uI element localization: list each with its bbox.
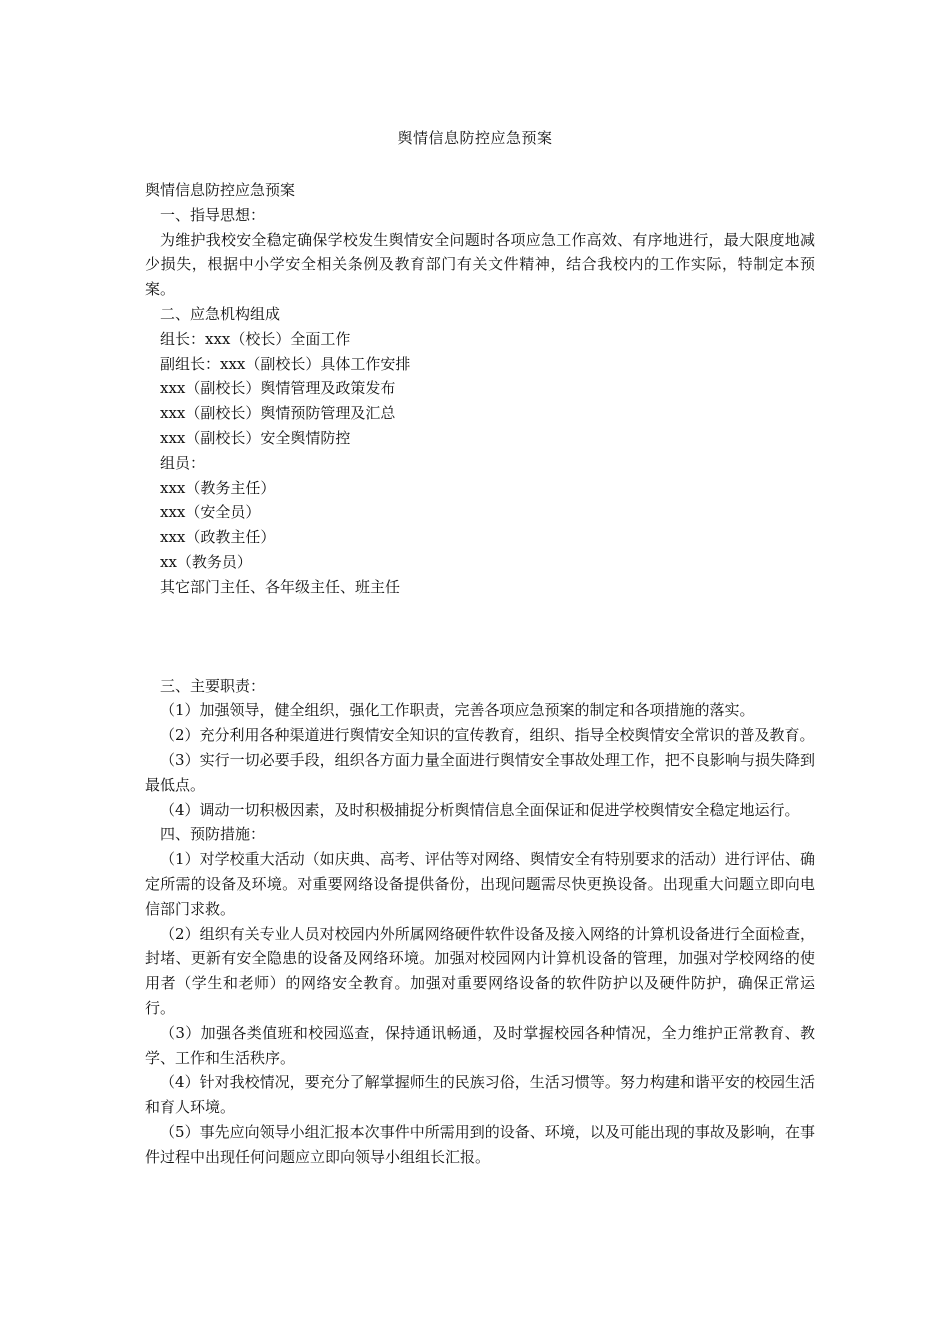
duty-item: （4）调动一切积极因素，及时积极捕捉分析舆情信息全面保证和促进学校舆情安全稳定地运行。 — [160, 800, 800, 819]
section-paragraph-guiding-ideology: 为维护我校安全稳定确保学校发生舆情安全问题时各项应急工作高效、有序地进行，最大限度地减少损失，根据中小学安全相关条例及教育部门有关文件精神，结合我校内的工作实际，特制定本预案。 — [145, 230, 815, 299]
duty-item: （1）加强领导，健全组织，强化工作职责，完善各项应急预案的制定和各项措施的落实。 — [160, 701, 755, 720]
section-heading-prevention: 四、预防措施： — [160, 825, 266, 844]
section-heading-organization: 二、应急机构组成 — [160, 304, 281, 323]
duty-item: （2）充分利用各种渠道进行舆情安全知识的宣传教育，组织、指导全校舆情安全常识的普及教育。 — [160, 726, 815, 745]
member-line: 副组长：xxx（副校长）具体工作安排 — [160, 354, 411, 373]
member-line: xx（教务员） — [160, 552, 252, 571]
section-heading-guiding-ideology: 一、指导思想： — [160, 205, 266, 224]
member-line: 组员： — [160, 453, 206, 472]
member-line: xxx（教务主任） — [160, 478, 276, 497]
prevention-item: （3）加强各类值班和校园巡查，保持通讯畅通，及时掌握校园各种情况，全力维护正常教育、教学、工作和生活秩序。 — [145, 1023, 815, 1067]
member-line: xxx（副校长）安全舆情防控 — [160, 428, 351, 447]
member-line: xxx（副校长）舆情管理及政策发布 — [160, 379, 396, 398]
member-line: 其它部门主任、各年级主任、班主任 — [160, 577, 401, 596]
document-body — [145, 178, 815, 1169]
member-line: xxx（副校长）舆情预防管理及汇总 — [160, 404, 396, 423]
duty-item: （3）实行一切必要手段，组织各方面力量全面进行舆情安全事故处理工作，把不良影响与损失降到最低点。 — [145, 750, 815, 794]
document-subtitle: 舆情信息防控应急预案 — [145, 181, 296, 199]
prevention-item: （4）针对我校情况，要充分了解掌握师生的民族习俗，生活习惯等。努力构建和谐平安的校园生活和育人环境。 — [145, 1073, 815, 1117]
member-line: 组长：xxx（校长）全面工作 — [160, 329, 351, 348]
section-heading-duties: 三、主要职责： — [160, 676, 266, 695]
member-line: xxx（政教主任） — [160, 528, 276, 547]
prevention-item: （2）组织有关专业人员对校园内外所属网络硬件软件设备及接入网络的计算机设备进行全面检查，封堵、更新有安全隐患的设备及网络环境。加强对校园网内计算机设备的管理，加强对学校网络的使用者（学生和老师）的网络安全教育。加强对重要网络设备的软件防护以及硬件防护，确保正常运行。 — [145, 924, 815, 1017]
document-title: 舆情信息防控应急预案 — [397, 129, 553, 147]
member-line: xxx（安全员） — [160, 503, 261, 522]
prevention-item: （5）事先应向领导小组汇报本次事件中所需用到的设备、环境，以及可能出现的事故及影响，在事件过程中出现任何问题应立即向领导小组组长汇报。 — [145, 1122, 815, 1166]
prevention-item: （1）对学校重大活动（如庆典、高考、评估等对网络、舆情安全有特别要求的活动）进行评估、确定所需的设备及环境。对重要网络设备提供备份，出现问题需尽快更换设备。出现重大问题立即向电信部门求救。 — [145, 850, 815, 918]
blank-gap — [145, 600, 815, 674]
